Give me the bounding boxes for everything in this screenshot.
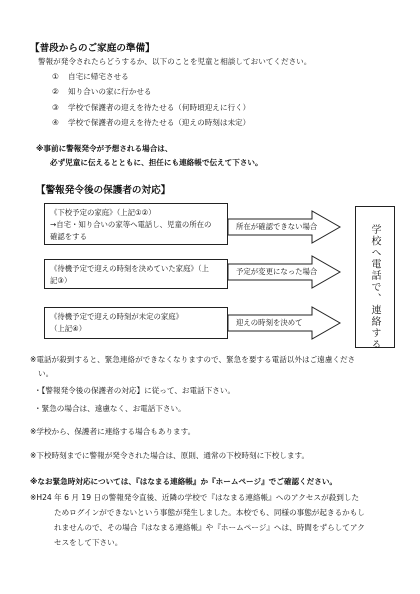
- phone-notice-line2: い。: [38, 369, 54, 378]
- option-1-number: ①: [52, 72, 59, 81]
- access-notice-line3: れませんので、その場合『はなまる連絡帳』や『ホームページ』へは、時間をずらしてアク: [54, 523, 365, 532]
- bullet-emergency-call: ・緊急の場合は、遠慮なく、お電話下さい。: [34, 404, 186, 413]
- box2-line1: 《待機予定で迎えの時刻を決めていた家庭》（上: [50, 264, 209, 273]
- box-going-home-families: [44, 203, 228, 245]
- option-2-text: 知り合いの家に行かせる: [68, 87, 152, 96]
- box2-line2: 記③）: [50, 276, 72, 285]
- box1-line2: →自宅・知り合いの家等へ電話し、児童の所在の: [50, 220, 212, 229]
- section1-title: 【普段からのご家庭の準備】: [30, 43, 155, 54]
- option-4-text: 学校で保護者の迎えを待たせる（迎えの時刻は未定）: [68, 118, 251, 127]
- section1-intro: 警報が発令されたらどうするか、以下のことを児童と相談しておいてください。: [38, 57, 312, 66]
- phone-notice-line1: ※電話が殺到すると、緊急連絡ができなくなりますので、緊急を要する電話以外はご遠慮くださ: [30, 355, 356, 364]
- advance-notice-line1: ※事前に警報発令が予想される場合は、: [36, 144, 173, 153]
- dismissal-notice: ※下校時刻までに警報が発令された場合は、原則、通常の下校時刻に下校します。: [30, 451, 310, 460]
- access-notice-line2: ためログインができないという事態が発生しました。本校でも、同様の事態が起きるかもし: [54, 508, 365, 517]
- access-notice-line1: ※H24 年 6 月 19 日の警報発令直後、近隣の学校で『はなまる連絡帳』へのアクセスが殺到した: [30, 493, 360, 502]
- option-3-number: ③: [52, 103, 59, 112]
- option-2-number: ②: [52, 87, 59, 96]
- option-1-text: 自宅に帰宅させる: [68, 72, 129, 81]
- arrow3-label: 迎えの時刻を決めて: [236, 318, 303, 327]
- option-3-text: 学校で保護者の迎えを待たせる（何時頃迎えに行く）: [68, 103, 251, 112]
- box-waiting-fixed-time-families: [44, 259, 228, 289]
- box1-line3: 確認をする: [50, 232, 87, 241]
- access-notice-line4: セスをして下さい。: [54, 538, 123, 547]
- box1-line1: 《下校予定の家庭》（上記①②）: [50, 208, 156, 217]
- result-box-text: 学校へ電話で、連絡する: [369, 224, 380, 351]
- school-contact-notice: ※学校から、保護者に連絡する場合もあります。: [30, 427, 196, 436]
- advance-notice-line2: 必ず児童に伝えるとともに、担任にも連絡帳で伝えて下さい。: [50, 158, 263, 167]
- box3-line1: 《待機予定で迎えの時刻が未定の家庭》: [50, 312, 184, 321]
- option-4-number: ④: [52, 118, 59, 127]
- emergency-info-title: ※なお緊急時対応については、『はなまる連絡帳』か『ホームページ』でご確認ください。: [30, 477, 338, 486]
- box3-line2: （上記④）: [50, 324, 87, 333]
- bullet-follow-procedure: ・【警報発令後の保護者の対応】に従って、お電話下さい。: [34, 386, 236, 395]
- section2-title: 【警報発令後の保護者の対応】: [36, 185, 171, 196]
- arrow2-label: 予定が変更になった場合: [236, 267, 318, 276]
- box-waiting-undecided-families: [44, 307, 228, 339]
- arrow1-label: 所在が確認できない場合: [236, 222, 318, 231]
